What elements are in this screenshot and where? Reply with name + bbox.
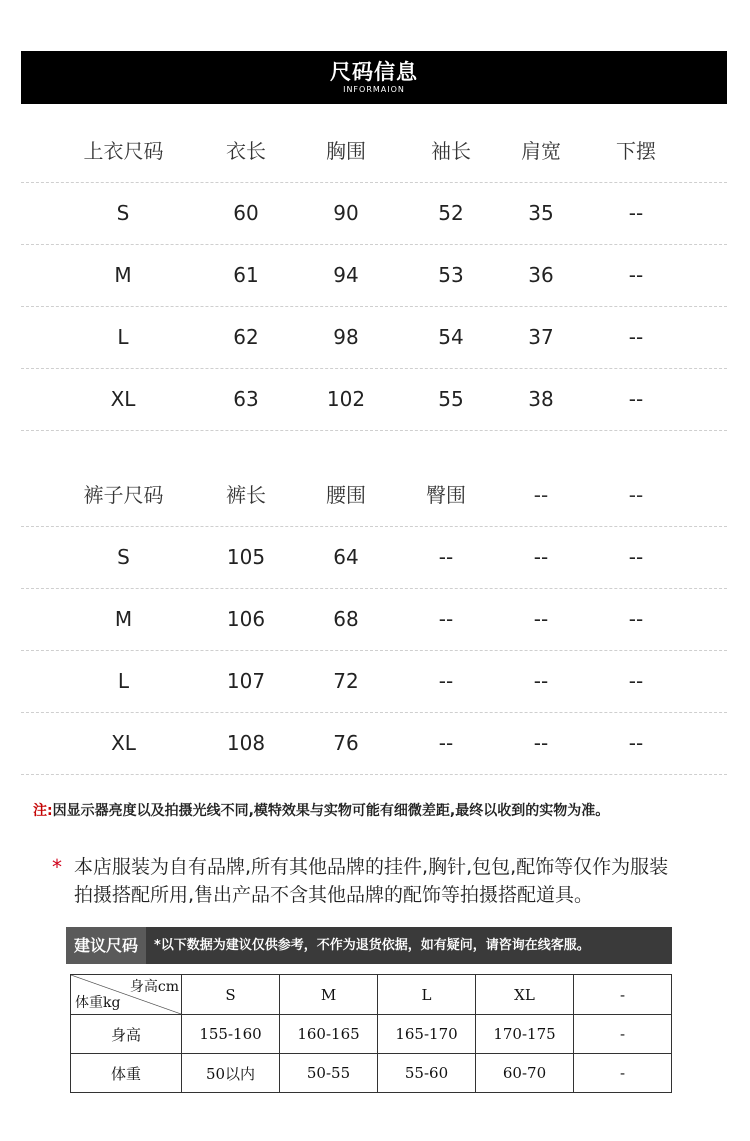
table-row: [21, 245, 727, 307]
value-cell: 94: [333, 263, 359, 287]
value-cell: 36: [528, 263, 554, 287]
header-cell: 胸围: [326, 139, 366, 163]
value-cell: --: [438, 545, 454, 569]
value-cell: --: [628, 387, 644, 411]
value-cell: 107: [226, 669, 266, 693]
value-cell: 60-70: [476, 1054, 574, 1093]
value-cell: --: [628, 263, 644, 287]
header-cell: 下摆: [616, 139, 656, 163]
header-cell: 裤长: [226, 483, 266, 507]
value-cell: 108: [226, 731, 266, 755]
row-label: 体重: [71, 1054, 182, 1093]
value-cell: -: [574, 1054, 672, 1093]
header-cell: --: [533, 483, 549, 507]
value-cell: 55: [438, 387, 464, 411]
value-cell: 64: [333, 545, 359, 569]
value-cell: 61: [233, 263, 259, 287]
header-cell: --: [628, 483, 644, 507]
table-row: [21, 183, 727, 245]
table-header-row: [21, 465, 727, 527]
value-cell: --: [438, 731, 454, 755]
weight-unit-label: 体重kg: [75, 995, 121, 1011]
header-cell: M: [280, 975, 378, 1015]
value-cell: --: [628, 607, 644, 631]
value-cell: --: [628, 669, 644, 693]
value-cell: 50-55: [280, 1054, 378, 1093]
value-cell: 68: [333, 607, 359, 631]
table-row: [71, 1054, 672, 1093]
table-row: [21, 527, 727, 589]
value-cell: --: [533, 669, 549, 693]
header-cell: 上衣尺码: [83, 139, 164, 163]
pants-size-table: [21, 465, 727, 775]
description-line: 本店服装为自有品牌,所有其他品牌的挂件,胸针,包包,配饰等仅作为服装: [74, 856, 669, 878]
value-cell: --: [438, 669, 454, 693]
table-row: [21, 307, 727, 369]
banner-title: 尺码信息: [330, 60, 418, 84]
suggested-size-table: [70, 974, 672, 1093]
header-cell: 腰围: [326, 483, 366, 507]
suggested-size-text: *以下数据为建议仅供参考，不作为退货依据，如有疑问，请咨询在线客服。: [154, 938, 590, 953]
value-cell: 38: [528, 387, 554, 411]
value-cell: --: [533, 731, 549, 755]
header-cell: 衣长: [226, 139, 266, 163]
value-cell: -: [574, 1015, 672, 1054]
disclaimer-note: [33, 800, 733, 820]
banner-subtitle: INFORMAION: [343, 85, 405, 94]
table-header-row: [71, 975, 672, 1015]
suggested-size-bar: [66, 927, 672, 964]
value-cell: 62: [233, 325, 259, 349]
header-cell: 臀围: [426, 483, 466, 507]
table-row: [71, 1015, 672, 1054]
value-cell: 52: [438, 201, 464, 225]
value-cell: 50以内: [182, 1054, 280, 1093]
value-cell: 105: [226, 545, 266, 569]
size-cell: L: [117, 669, 130, 693]
note-mark: 注:: [33, 803, 53, 819]
header-cell: 肩宽: [521, 139, 561, 163]
value-cell: 106: [226, 607, 266, 631]
value-cell: 53: [438, 263, 464, 287]
value-cell: 170-175: [476, 1015, 574, 1054]
value-cell: --: [628, 325, 644, 349]
section-banner: [21, 51, 727, 104]
note-text: 因显示器亮度以及拍摄光线不同,模特效果与实物可能有细微差距,最终以收到的实物为准。: [52, 803, 610, 819]
value-cell: --: [533, 545, 549, 569]
header-cell: L: [378, 975, 476, 1015]
header-cell: -: [574, 975, 672, 1015]
size-cell: M: [114, 263, 132, 287]
description-line: 拍摄搭配所用,售出产品不含其他品牌的配饰等拍摄搭配道具。: [74, 884, 594, 906]
table-row: [21, 713, 727, 775]
size-cell: S: [117, 545, 130, 569]
top-size-table: [21, 121, 727, 431]
value-cell: 63: [233, 387, 259, 411]
value-cell: 72: [333, 669, 359, 693]
header-cell: S: [182, 975, 280, 1015]
value-cell: 98: [333, 325, 359, 349]
value-cell: 35: [528, 201, 554, 225]
size-cell: XL: [111, 731, 136, 755]
value-cell: --: [438, 607, 454, 631]
size-cell: M: [114, 607, 133, 631]
value-cell: --: [628, 201, 644, 225]
height-unit-label: 身高cm: [129, 979, 179, 995]
value-cell: 160-165: [280, 1015, 378, 1054]
value-cell: 54: [438, 325, 464, 349]
size-cell: S: [116, 201, 130, 225]
value-cell: 155-160: [182, 1015, 280, 1054]
value-cell: 37: [528, 325, 554, 349]
asterisk-icon: *: [52, 855, 62, 879]
row-label: 身高: [71, 1015, 182, 1054]
value-cell: 55-60: [378, 1054, 476, 1093]
value-cell: 60: [233, 201, 259, 225]
header-cell: 裤子尺码: [83, 483, 164, 507]
value-cell: 90: [333, 201, 359, 225]
table-header-row: [21, 121, 727, 183]
table-row: [21, 589, 727, 651]
value-cell: --: [533, 607, 549, 631]
size-cell: XL: [110, 387, 136, 411]
value-cell: --: [628, 545, 644, 569]
table-row: [21, 369, 727, 431]
size-cell: L: [117, 325, 129, 349]
corner-cell: [71, 975, 182, 1015]
suggested-size-tag: 建议尺码: [66, 927, 146, 964]
value-cell: 76: [333, 731, 359, 755]
value-cell: 165-170: [378, 1015, 476, 1054]
value-cell: --: [628, 731, 644, 755]
value-cell: 102: [326, 387, 366, 411]
header-cell: XL: [476, 975, 574, 1015]
table-row: [21, 651, 727, 713]
header-cell: 袖长: [431, 139, 471, 163]
